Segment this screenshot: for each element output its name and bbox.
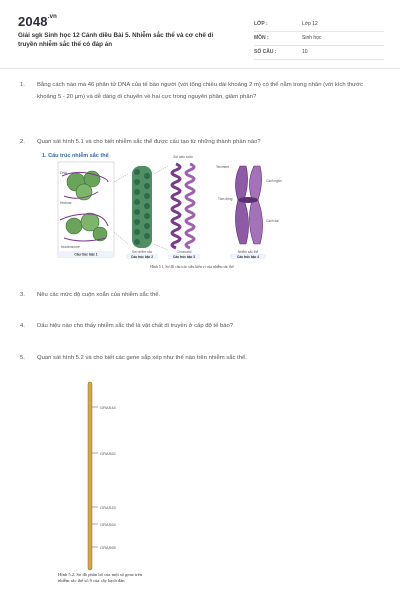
site-logo[interactable] <box>18 14 57 29</box>
gene-marker-1 <box>92 405 117 410</box>
meta-row-count <box>254 46 384 60</box>
figure-1-heading: 1. Cấu trúc nhiễm sắc thể <box>42 153 109 159</box>
question-text: Nêu các mức độ cuộn xoắn của nhiễm sắc thể. <box>37 292 161 298</box>
meta-key: SỐ CÂU : <box>254 49 277 55</box>
figure-5-2-gene-map <box>58 380 168 600</box>
figure-2-caption: Hình 5.2. Sơ đồ phân bố của một số gene trên nhiễm sắc thể số 9 của cây bạch đàn <box>58 572 143 583</box>
question-text: Quan sát hình 5.2 và cho biết các gene sắp xếp như thế nào trên nhiễm sắc thể. <box>37 355 247 361</box>
supercoil-fiber <box>172 164 194 248</box>
label-centromere: Tâm động <box>218 197 233 201</box>
meta-key: LỚP : <box>254 21 268 27</box>
label-histone: Histone <box>60 201 72 205</box>
meta-value: Sinh học <box>302 35 322 41</box>
label-dna: DNA <box>60 171 68 175</box>
level-3-label: Cấu trúc bậc 3 <box>173 255 195 259</box>
meta-value: Lớp 12 <box>302 21 318 27</box>
label-long-arm: Cánh dài <box>266 219 279 223</box>
question-text: Quan sát hình 5.1 và cho biết nhiễm sắc thể được cấu tạo từ những thành phần nào? <box>37 139 261 145</box>
gene-marker-5 <box>92 545 117 550</box>
logo-main: 2048 <box>18 14 48 29</box>
gene-marker-2 <box>92 451 117 456</box>
label-supercoil: Sợi siêu xoắn <box>173 155 193 159</box>
gene-marker-4 <box>92 522 117 527</box>
meta-value: 10 <box>302 49 308 55</box>
connector-3 <box>154 166 168 174</box>
header <box>18 14 384 62</box>
header-divider <box>0 68 400 69</box>
level-1-label: Cấu trúc bậc 1 <box>74 252 98 257</box>
meta-key: MÔN : <box>254 35 269 41</box>
question-text: Dấu hiệu nào cho thấy nhiễm sắc thể là vật chất di truyền ở cấp độ tế bào? <box>37 323 234 329</box>
meta-row-subject <box>254 32 384 46</box>
question-number: 2. <box>20 139 25 145</box>
gene-label: GRAS43 <box>100 505 116 510</box>
question-text: Bằng cách nào mà 46 phân tử DNA của tế bào người (với tổng chiều dài khoảng 2 m) có thể nằm trong nhân (với kích thước khoảng 5 - 20 µm) và dễ dàng di chuyển về hai cực trong nguyên phân, giảm phân? <box>37 82 363 100</box>
connector-4 <box>154 244 168 250</box>
gene-label: GRAS65 <box>100 545 116 550</box>
meta-table <box>254 18 384 60</box>
label-chromosome: Nhiễm sắc thể <box>237 250 259 254</box>
meta-row-grade <box>254 18 384 32</box>
figure-5-1-chromosome-structure <box>42 152 282 270</box>
figure-1-caption: Hình 5.1. Sơ đồ cấu trúc siêu hiển vi của nhiễm sắc thể <box>150 265 234 269</box>
question-number: 3. <box>20 292 25 298</box>
chromosome-9-bar <box>88 382 92 570</box>
figure-2-caption-box <box>58 572 148 600</box>
label-nucleosome: Nucleosome <box>61 245 80 249</box>
question-number: 5. <box>20 355 25 361</box>
label-chromatin-fiber: Sợi nhiễm sắc <box>131 250 153 254</box>
level-2-label: Cấu trúc bậc 2 <box>131 255 153 259</box>
label-chromatid: Chromatid <box>176 250 192 254</box>
gene-marker-3 <box>92 505 117 510</box>
gene-label: GRAS62 <box>100 451 116 456</box>
connector-1 <box>114 174 128 182</box>
gene-label: GRAS64 <box>100 522 116 527</box>
connector-2 <box>114 232 128 244</box>
centromere <box>238 197 258 203</box>
metaphase-chromosome <box>235 166 262 244</box>
level-4-label: Cấu trúc bậc 4 <box>237 255 259 259</box>
question-number: 1. <box>20 82 25 88</box>
label-short-arm: Cánh ngắn <box>266 179 282 183</box>
question-number: 4. <box>20 323 25 329</box>
document-title: Giải sgk Sinh học 12 Cánh diều Bài 5. Nhiễm sắc thể và cơ chế di truyền nhiễm sắc thể có đáp án <box>18 32 214 48</box>
logo-suffix: .vn <box>47 14 58 20</box>
gene-label: GRAS44 <box>100 405 116 410</box>
chromatin-fiber <box>132 166 152 248</box>
label-telomere: Telomere <box>216 165 230 169</box>
